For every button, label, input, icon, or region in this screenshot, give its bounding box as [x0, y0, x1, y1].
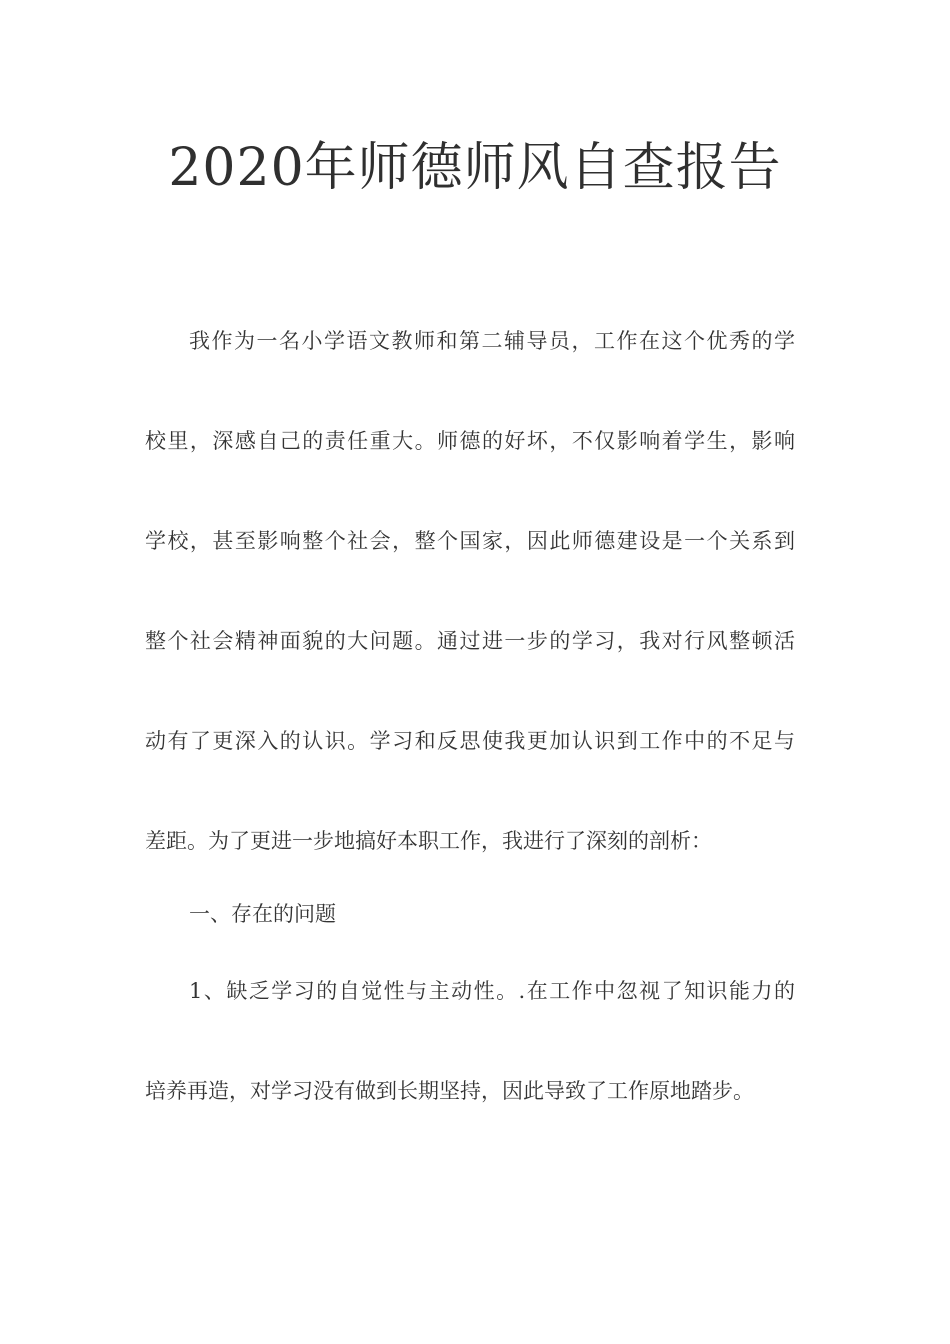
paragraph-line: 差距。为了更进一步地搞好本职工作，我进行了深刻的剖析： — [145, 829, 712, 853]
paragraph-line: 动有了更深入的认识。学习和反思使我更加认识到工作中的不足与 — [145, 729, 795, 753]
paragraph-line: 学校，甚至影响整个社会，整个国家，因此师德建设是一个关系到 — [145, 529, 795, 553]
paragraph-line: 培养再造，对学习没有做到长期坚持，因此导致了工作原地踏步。 — [145, 1079, 754, 1103]
paragraph-line: 1、缺乏学习的自觉性与主动性。.在工作中忽视了知识能力的 — [189, 979, 795, 1003]
paragraph-line: 校里，深感自己的责任重大。师德的好坏，不仅影响着学生，影响 — [145, 429, 795, 453]
document-title: 2020年师德师风自查报告 — [168, 138, 782, 198]
paragraph-line: 整个社会精神面貌的大问题。通过进一步的学习，我对行风整顿活 — [145, 629, 795, 653]
section-heading: 一、存在的问题 — [189, 902, 336, 926]
paragraph-line: 我作为一名小学语文教师和第二辅导员，工作在这个优秀的学 — [189, 329, 795, 353]
